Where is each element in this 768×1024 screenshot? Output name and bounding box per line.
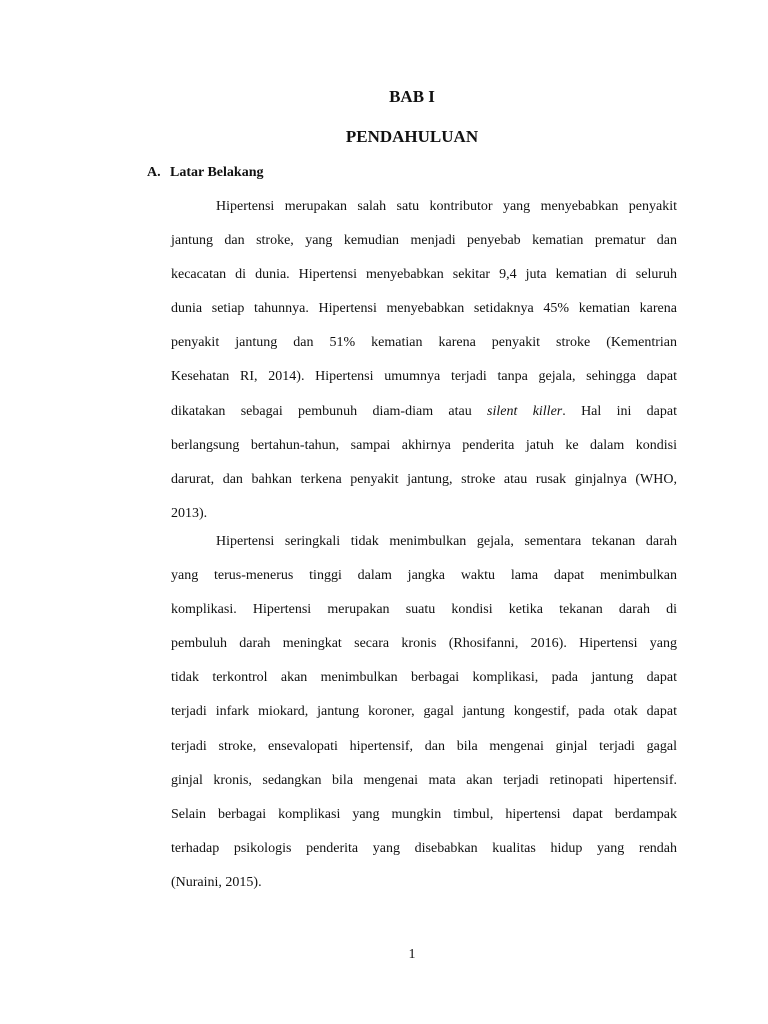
paragraph-line-with-emphasis — [171, 395, 677, 429]
paragraph-line: ginjal kronis, sedangkan bila mengenai mata akan terjadi retinopati hipertensif. — [171, 772, 677, 788]
chapter-title: PENDAHULUAN — [345, 127, 479, 146]
paragraph-line: Kesehatan RI, 2014). Hipertensi umumnya terjadi tanpa gejala, sehingga dapat — [171, 369, 677, 385]
paragraph-line: jantung dan stroke, yang kemudian menjadi penyebab kematian prematur dan — [171, 233, 677, 249]
paragraph-line: terhadap psikologis penderita yang disebabkan kualitas hidup yang rendah — [171, 840, 677, 856]
section-label: A. — [147, 165, 161, 180]
paragraph-line: dunia setiap tahunnya. Hipertensi menyebabkan setidaknya 45% kematian karena — [171, 301, 677, 317]
paragraph-line: Selain berbagai komplikasi yang mungkin timbul, hipertensi dapat berdampak — [171, 806, 677, 822]
paragraph-line: kecacatan di dunia. Hipertensi menyebabkan sekitar 9,4 juta kematian di seluruh — [171, 267, 677, 283]
line-text-before: dikatakan sebagai pembunuh diam-diam atau — [171, 403, 488, 419]
paragraph-line: penyakit jantung dan 51% kematian karena penyakit stroke (Kementrian — [171, 335, 677, 351]
paragraph-line: darurat, dan bahkan terkena penyakit jantung, stroke atau rusak ginjalnya (WHO, — [171, 471, 677, 487]
paragraph-line: (Nuraini, 2015). — [171, 874, 262, 890]
paragraph-line: terjadi stroke, ensevalopati hipertensif, dan bila mengenai ginjal terjadi gagal — [171, 738, 677, 754]
paragraph-line: terjadi infark miokard, jantung koroner, gagal jantung kongestif, pada otak dapat — [171, 704, 677, 720]
page-number: 1 — [408, 947, 416, 962]
paragraph-line: pembuluh darah meningkat secara kronis (Rhosifanni, 2016). Hipertensi yang — [171, 636, 677, 652]
paragraph-line: berlangsung bertahun-tahun, sampai akhirnya penderita jatuh ke dalam kondisi — [171, 437, 677, 453]
paragraph-line: komplikasi. Hipertensi merupakan suatu kondisi ketika tekanan darah di — [171, 602, 677, 618]
paragraph-2 — [171, 525, 677, 900]
section-heading — [147, 164, 263, 182]
paragraph-line: tidak terkontrol akan menimbulkan berbagai komplikasi, pada jantung dapat — [171, 670, 677, 686]
line-text-after: . Hal ini dapat — [562, 403, 677, 419]
paragraph-line: yang terus-menerus tinggi dalam jangka waktu lama dapat menimbulkan — [171, 568, 677, 584]
paragraph-line: Hipertensi merupakan salah satu kontributor yang menyebabkan penyakit — [216, 199, 677, 214]
paragraph-1 — [171, 190, 677, 531]
paragraph-line: Hipertensi seringkali tidak menimbulkan gejala, sementara tekanan darah — [216, 534, 677, 549]
chapter-number: BAB I — [389, 87, 435, 106]
emphasis-term: silent killer — [487, 403, 563, 419]
section-title: Latar Belakang — [170, 165, 264, 180]
paragraph-line: 2013). — [171, 505, 208, 521]
